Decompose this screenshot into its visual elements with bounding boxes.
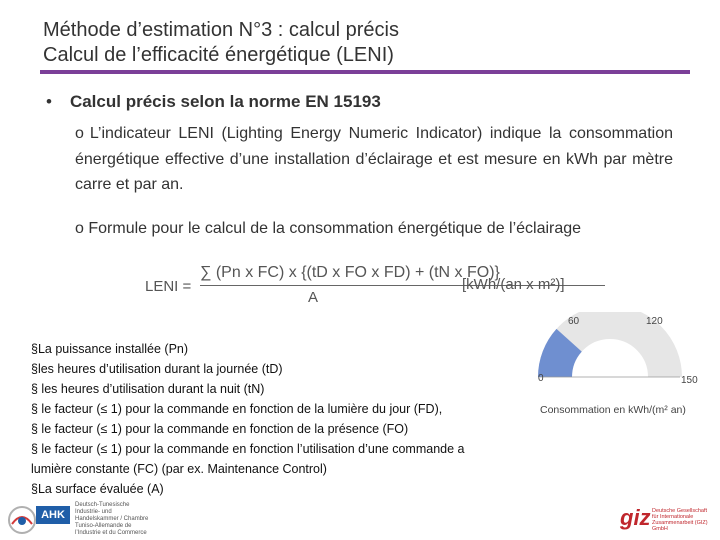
formula-numerator: ∑ (Pn x FC) x {(tD x FO x FD) + (tN x FO)} [200,264,500,281]
title-line-1: Méthode d’estimation N°3 : calcul précis [43,19,399,41]
definition-item: § le facteur (≤ 1) pour la commande en fonction de la présence (FO) [31,422,409,436]
slide-title [43,18,399,68]
sub-bullet-symbol: o [75,125,84,142]
definition-item: §les heures d’utilisation durant la journée (tD) [31,362,283,376]
formula-lhs: LENI = [145,278,192,295]
leni-description [75,121,673,198]
gauge-label: 120 [646,316,663,327]
formula-intro [75,220,581,238]
definition-item: § le facteur (≤ 1) pour la commande en fonction l’utilisation d’une commande a [31,442,465,456]
gauge-caption: Consommation en kWh/(m² an) [540,404,686,416]
ahk-logo-text: Deutsch-Tunesische Industrie- und Handelskammer / Chambre Tuniso-Allemande de l’Industrie et du Commerce [75,502,149,536]
leni-description-text: L’indicateur LENI (Lighting Energy Numeric Indicator) indique la consommation énergétique effective d’une installation d’éclairage et est mesure en kWh par mètre carre et par an. [75,125,673,193]
bullet-symbol: • [46,92,52,111]
definition-item: §La surface évaluée (A) [31,482,164,496]
definition-item: lumière constante (FC) (par ex. Maintenance Control) [31,462,327,476]
giz-logo: giz [620,505,651,530]
gauge-label: 60 [568,316,580,327]
definition-item: §La puissance installée (Pn) [31,342,189,356]
gauge-label: 150 [681,375,698,386]
title-line-2: Calcul de l’efficacité énergétique (LENI) [43,44,394,66]
main-bullet-text: Calcul précis selon la norme EN 15193 [69,92,381,111]
giz-logo-text: Deutsche Gesellschaft für Internationale Zusammenarbeit (GIZ) GmbH [652,508,708,532]
definition-item: § les heures d’utilisation durant la nuit (tN) [31,382,265,396]
title-divider [40,70,690,74]
definitions-list [31,339,561,499]
definition-item: § le facteur (≤ 1) pour la commande en fonction de la lumière du jour (FD), [31,402,443,416]
formula-unit: [kWh/(an x m²)] [462,276,565,293]
main-bullet [46,92,381,112]
sub-bullet-symbol: o [75,220,84,237]
ahk-emblem-icon [4,504,40,536]
formula-intro-text: Formule pour le calcul de la consommation énergétique de l’éclairage [88,220,582,237]
formula-denominator: A [308,289,319,306]
ahk-logo: AHK [36,506,70,524]
gauge-label: 0 [538,373,544,384]
